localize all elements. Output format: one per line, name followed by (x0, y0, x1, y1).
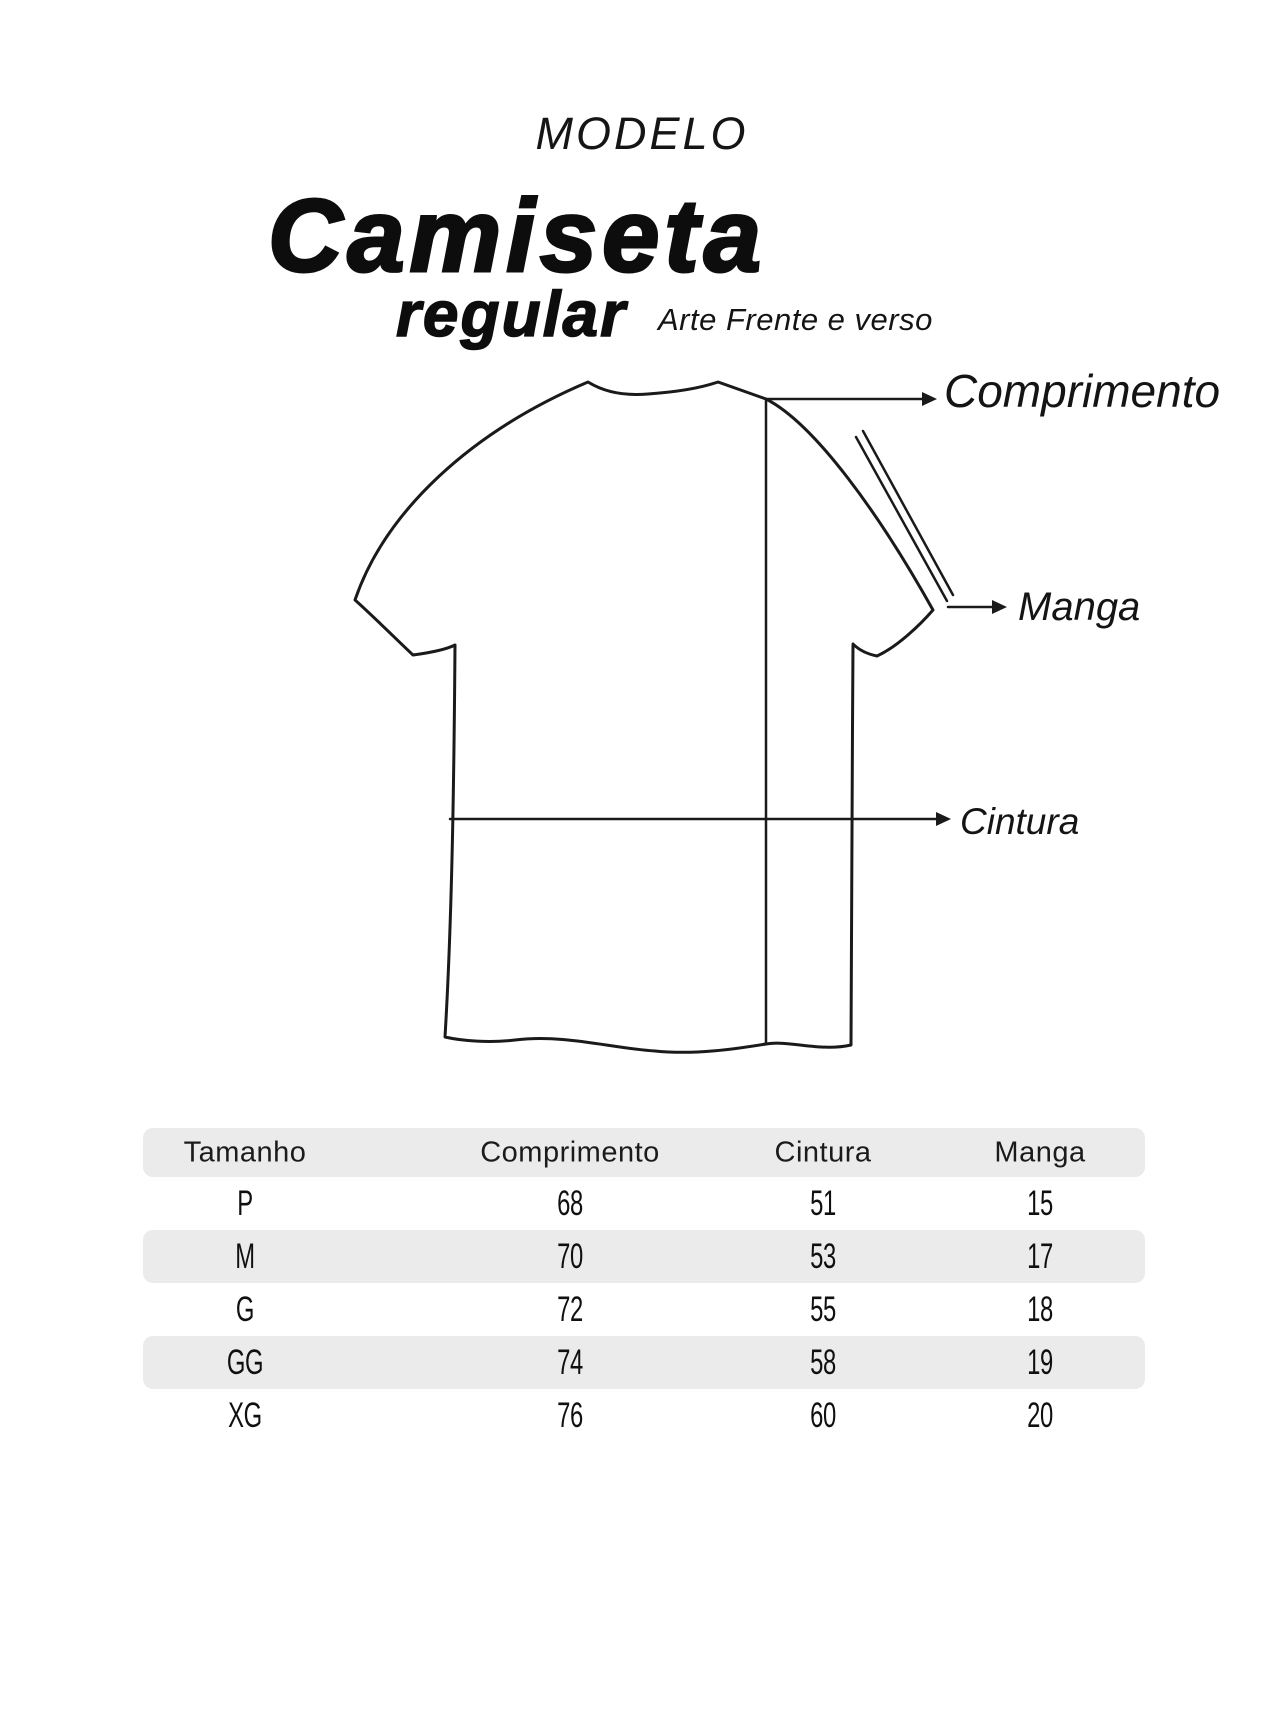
size-cell: XG (228, 1395, 262, 1435)
size-cell: G (235, 1289, 255, 1329)
comprimento-cell: 72 (557, 1289, 583, 1329)
size-table (143, 1128, 1145, 1444)
art-note: Arte Frente e verso (658, 302, 933, 337)
comprimento-cell: 70 (557, 1236, 583, 1276)
size-cell: M (235, 1236, 255, 1276)
comprimento-cell: 76 (557, 1395, 583, 1435)
table-row (143, 1230, 1145, 1283)
size-table-header-row (143, 1128, 1145, 1177)
table-row (143, 1389, 1145, 1442)
tshirt-outline-group (355, 382, 1007, 1052)
label-cintura: Cintura (960, 801, 1080, 842)
tshirt-outline (355, 382, 933, 1052)
column-header-comprimento: Comprimento (480, 1136, 660, 1168)
size-cell: P (237, 1183, 253, 1223)
column-header-tamanho: Tamanho (183, 1136, 307, 1168)
comprimento-arrowhead (922, 392, 937, 406)
size-cell: GG (226, 1342, 264, 1382)
manga-cell: 19 (1027, 1342, 1053, 1382)
cintura-cell: 58 (810, 1342, 836, 1382)
comprimento-cell: 68 (557, 1183, 583, 1223)
label-manga: Manga (1018, 585, 1141, 629)
column-header-cintura: Cintura (774, 1136, 872, 1168)
cintura-cell: 60 (810, 1395, 836, 1435)
column-header-manga: Manga (994, 1136, 1086, 1168)
cintura-cell: 53 (810, 1236, 836, 1276)
manga-arrowhead (992, 600, 1007, 614)
manga-cell: 17 (1027, 1236, 1053, 1276)
table-row (143, 1336, 1145, 1389)
cintura-arrowhead (936, 812, 951, 826)
page-subtitle: regular (396, 278, 627, 350)
cintura-cell: 55 (810, 1289, 836, 1329)
comprimento-cell: 74 (557, 1342, 583, 1382)
page-title: Camiseta (268, 178, 767, 293)
manga-cell: 20 (1027, 1395, 1053, 1435)
label-comprimento: Comprimento (944, 365, 1221, 417)
manga-cell: 15 (1027, 1183, 1053, 1223)
table-row (143, 1283, 1145, 1336)
cintura-cell: 51 (810, 1183, 836, 1223)
manga-cell: 18 (1027, 1289, 1053, 1329)
table-row (143, 1177, 1145, 1230)
kicker-modelo: MODELO (535, 108, 749, 159)
